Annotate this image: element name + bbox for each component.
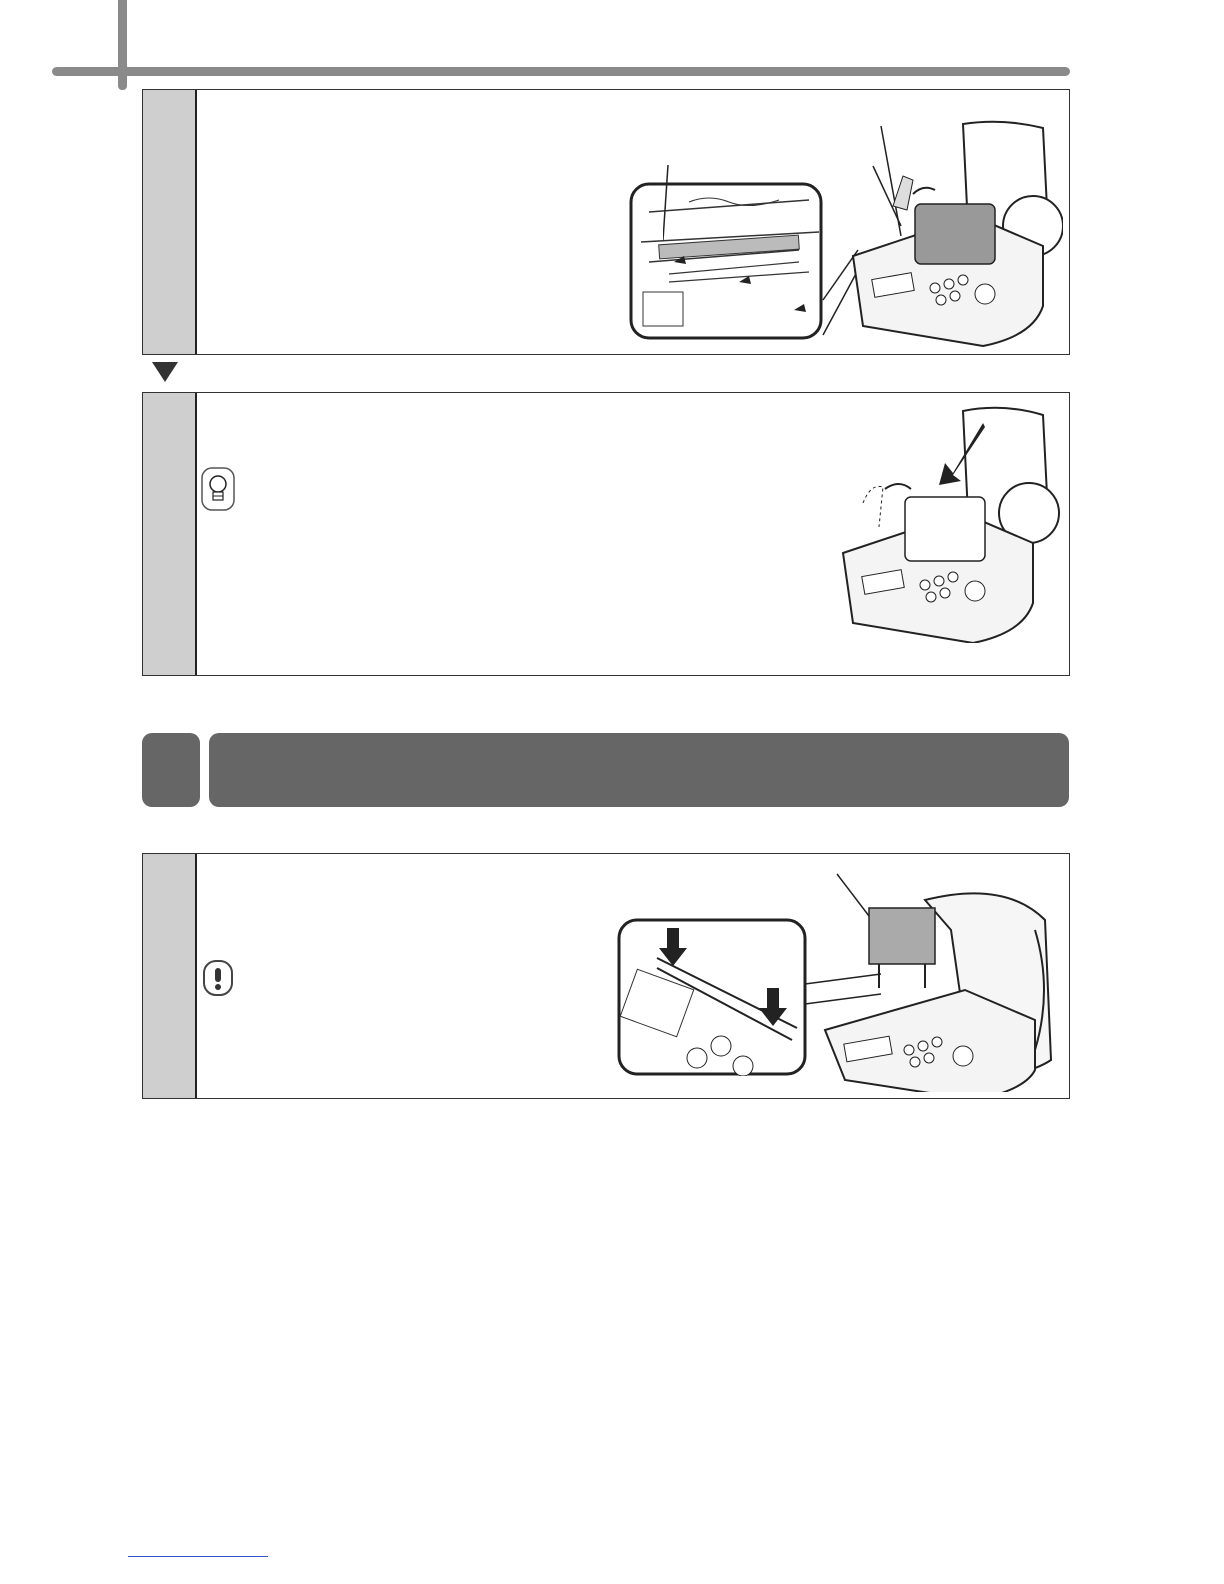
header-horizontal-rule xyxy=(52,67,1070,76)
step-2-box xyxy=(142,392,1070,676)
step-3-printer-illustration xyxy=(815,870,1065,1092)
step-1-box xyxy=(142,89,1070,355)
section-header xyxy=(209,733,1069,807)
caution-icon xyxy=(203,960,233,996)
section-number-badge xyxy=(142,733,200,807)
header-vertical-rule xyxy=(118,0,127,90)
step-3-box xyxy=(142,853,1070,1099)
footer-link-underline[interactable] xyxy=(128,1556,268,1557)
step-3-tab xyxy=(143,854,197,1098)
step-2-printer-illustration xyxy=(833,403,1063,643)
step-2-tab xyxy=(143,393,197,675)
next-step-arrow-icon xyxy=(152,362,178,382)
step-1-printer-illustration xyxy=(843,116,1063,348)
step-1-leader-lines xyxy=(663,110,863,350)
step-3-inset-illustration xyxy=(617,918,807,1076)
hint-bulb-icon xyxy=(201,467,235,511)
step-1-tab xyxy=(143,90,197,354)
